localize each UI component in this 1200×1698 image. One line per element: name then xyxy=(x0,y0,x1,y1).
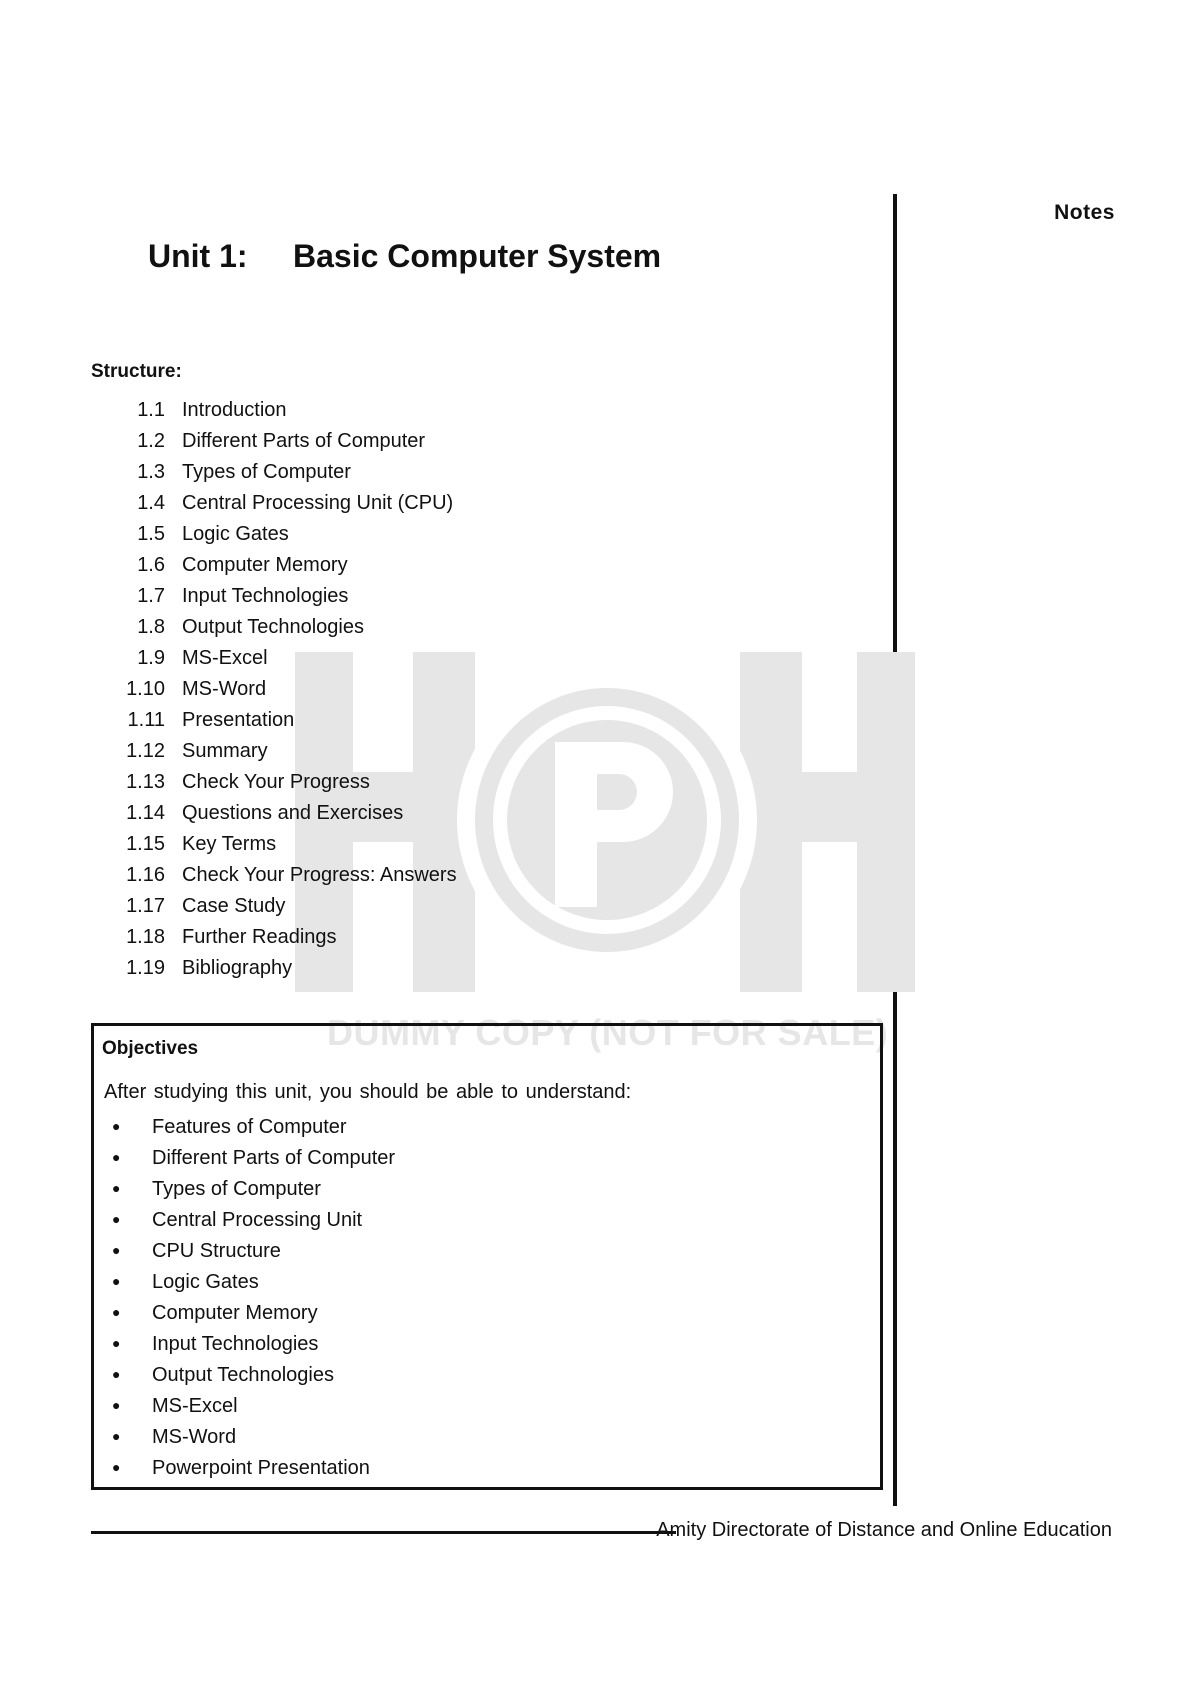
structure-item-number: 1.4 xyxy=(137,492,165,514)
structure-item xyxy=(100,708,457,739)
bullet-icon: ● xyxy=(112,1211,121,1227)
structure-item-title: Introduction xyxy=(182,399,287,421)
structure-item xyxy=(100,925,457,956)
objective-item xyxy=(112,1455,395,1486)
structure-item-title: Different Parts of Computer xyxy=(182,430,426,452)
structure-item-title: Check Your Progress: Answers xyxy=(182,864,457,886)
structure-item xyxy=(100,863,457,894)
structure-item-title: Bibliography xyxy=(182,957,293,979)
bullet-icon: ● xyxy=(112,1397,121,1413)
notes-label: Notes xyxy=(1054,201,1115,224)
structure-item-title: Further Readings xyxy=(182,926,337,948)
unit-title-text: Basic Computer System xyxy=(293,238,662,274)
structure-list xyxy=(100,398,457,987)
bullet-icon: ● xyxy=(112,1273,121,1289)
bullet-icon: ● xyxy=(112,1459,121,1475)
objective-item xyxy=(112,1207,395,1238)
structure-item-title: Summary xyxy=(182,740,268,762)
objectives-box xyxy=(91,1023,883,1490)
structure-item-title: Output Technologies xyxy=(182,616,364,638)
structure-item-title: Key Terms xyxy=(182,833,277,855)
structure-item xyxy=(100,739,457,770)
objective-item xyxy=(112,1300,395,1331)
structure-item-number: 1.14 xyxy=(126,802,165,824)
structure-item xyxy=(100,646,457,677)
structure-item-number: 1.9 xyxy=(137,647,165,669)
objective-text: Powerpoint Presentation xyxy=(152,1457,370,1479)
structure-item-number: 1.1 xyxy=(137,399,165,421)
bullet-icon: ● xyxy=(112,1428,121,1444)
objective-text: Types of Computer xyxy=(152,1178,321,1200)
objective-item xyxy=(112,1269,395,1300)
structure-item xyxy=(100,894,457,925)
structure-item-title: Types of Computer xyxy=(182,461,351,483)
structure-item-title: Logic Gates xyxy=(182,523,289,545)
structure-item-number: 1.5 xyxy=(137,523,165,545)
structure-item xyxy=(100,398,457,429)
objective-text: Central Processing Unit xyxy=(152,1209,363,1231)
structure-item-number: 1.12 xyxy=(126,740,165,762)
structure-item-title: Presentation xyxy=(182,709,295,731)
watermark-text: DUMMY COPY (NOT FOR SALE) xyxy=(327,1012,889,1053)
objectives-intro: After studying this unit, you should be able to understand: xyxy=(104,1081,632,1103)
bullet-icon: ● xyxy=(112,1335,121,1351)
structure-item xyxy=(100,770,457,801)
structure-item-title: Central Processing Unit (CPU) xyxy=(182,492,454,514)
objective-item xyxy=(112,1176,395,1207)
objective-text: MS-Word xyxy=(152,1426,237,1448)
structure-item-title: Input Technologies xyxy=(182,585,349,607)
structure-item-number: 1.13 xyxy=(126,771,165,793)
structure-item xyxy=(100,491,457,522)
bullet-icon: ● xyxy=(112,1304,121,1320)
structure-item-title: Questions and Exercises xyxy=(182,802,404,824)
structure-item-number: 1.16 xyxy=(126,864,165,886)
objectives-list xyxy=(112,1114,395,1486)
objectives-heading: Objectives xyxy=(102,1038,199,1059)
structure-item xyxy=(100,615,457,646)
structure-heading: Structure: xyxy=(91,361,182,382)
objective-text: Different Parts of Computer xyxy=(152,1147,396,1169)
structure-item-title: MS-Word xyxy=(182,678,267,700)
structure-item-number: 1.2 xyxy=(137,430,165,452)
objective-text: Logic Gates xyxy=(152,1271,259,1293)
objective-text: CPU Structure xyxy=(152,1240,281,1262)
objective-item xyxy=(112,1393,395,1424)
objective-item xyxy=(112,1114,395,1145)
structure-item-title: Check Your Progress xyxy=(182,771,370,793)
objective-item xyxy=(112,1362,395,1393)
objective-item xyxy=(112,1424,395,1455)
bullet-icon: ● xyxy=(112,1180,121,1196)
structure-item-number: 1.3 xyxy=(137,461,165,483)
structure-item-title: MS-Excel xyxy=(182,647,268,669)
structure-item xyxy=(100,832,457,863)
structure-item-number: 1.11 xyxy=(127,709,165,731)
footer-rule xyxy=(91,1531,676,1534)
objective-item xyxy=(112,1331,395,1362)
structure-item-number: 1.8 xyxy=(137,616,165,638)
structure-item xyxy=(100,522,457,553)
structure-item-number: 1.17 xyxy=(126,895,165,917)
bullet-icon: ● xyxy=(112,1149,121,1165)
structure-item xyxy=(100,801,457,832)
bullet-icon: ● xyxy=(112,1366,121,1382)
structure-item-number: 1.6 xyxy=(137,554,165,576)
objective-text: Computer Memory xyxy=(152,1302,318,1324)
objective-item xyxy=(112,1238,395,1269)
structure-item-number: 1.18 xyxy=(126,926,165,948)
page-title xyxy=(148,238,661,275)
structure-item xyxy=(100,677,457,708)
structure-item xyxy=(100,460,457,491)
objective-text: Features of Computer xyxy=(152,1116,347,1138)
objective-text: Input Technologies xyxy=(152,1333,319,1355)
objective-item xyxy=(112,1145,395,1176)
structure-item-title: Computer Memory xyxy=(182,554,348,576)
structure-item-number: 1.7 xyxy=(137,585,165,607)
structure-item xyxy=(100,553,457,584)
objective-text: MS-Excel xyxy=(152,1395,238,1417)
structure-item xyxy=(100,956,457,987)
objective-text: Output Technologies xyxy=(152,1364,334,1386)
structure-item-number: 1.15 xyxy=(126,833,165,855)
structure-item-number: 1.19 xyxy=(126,957,165,979)
structure-item xyxy=(100,584,457,615)
bullet-icon: ● xyxy=(112,1118,121,1134)
footer-text: Amity Directorate of Distance and Online Education xyxy=(656,1519,1112,1541)
bullet-icon: ● xyxy=(112,1242,121,1258)
structure-item xyxy=(100,429,457,460)
unit-number: Unit 1: xyxy=(148,238,248,274)
structure-item-number: 1.10 xyxy=(126,678,165,700)
structure-item-title: Case Study xyxy=(182,895,286,917)
